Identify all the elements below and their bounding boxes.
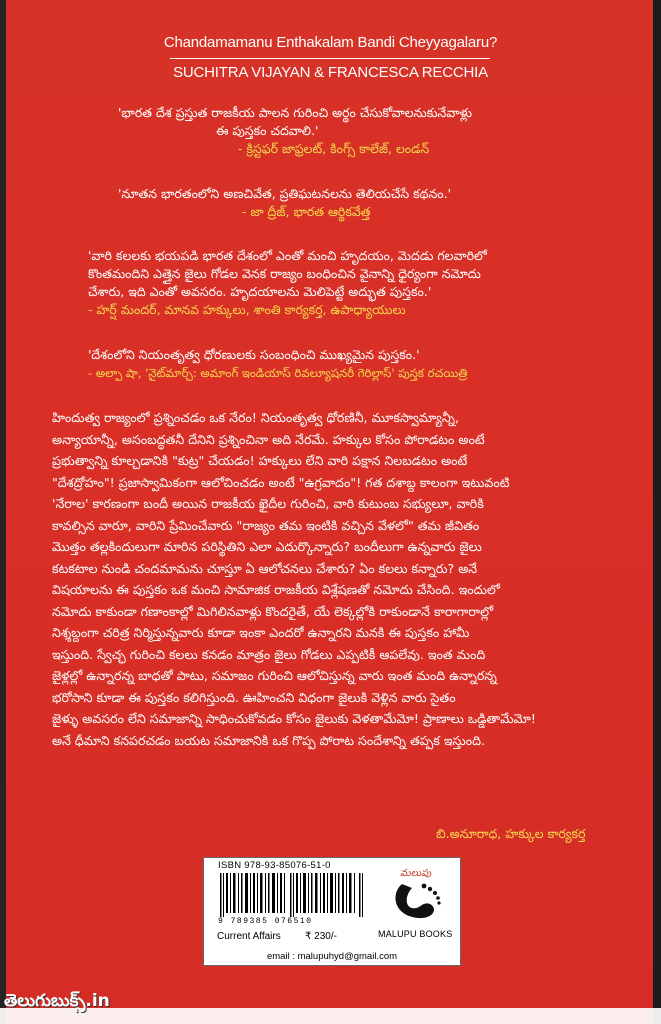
site-watermark: తెలుగుబుక్స్.in: [4, 991, 110, 1011]
book-authors: SUCHITRA VIJAYAN & FRANCESCA RECCHIA: [173, 64, 488, 81]
quote-2: [118, 185, 588, 221]
body-paragraph: [52, 407, 612, 751]
body-line: అనే ధీమాని కనపరచడం బయట సమాజానికి ఒక గొప్ప పోరాట సందేశాన్ని తప్పక ఇస్తుంది.: [52, 732, 486, 748]
publisher-email: email : malupuhyd@gmail.com: [203, 949, 461, 966]
quote-2-line-1: 'నూతన భారతంలోని అణచివేత, ప్రతిఘటనలను తెలియచేసే కథనం.': [118, 186, 451, 201]
quote-1-line-2: ఈ పుస్తకం చదవాలి.': [216, 123, 319, 138]
title-divider: [170, 58, 490, 59]
quote-1-attribution: - క్రిస్టఫర్ జాఫ్రలట్, కింగ్స్ కాలేజ్, లండన్: [238, 141, 430, 156]
body-line: ఇస్తుంది. స్వేచ్ఛ గురించి కలలు కనడం మాత్రం జైలు గోడలు ఎప్పటికీ ఆపలేవు. ఇంత మంది: [52, 646, 486, 662]
barcode-number: 9 789385 076510: [218, 917, 313, 926]
quote-3-line-3: చేశారు, ఇది ఎంతో అవసరం. హృదయాలను మెలిపెట్టే అద్భుత పుస్తకం.': [88, 284, 432, 299]
body-line: ప్రభుత్వాన్ని కూల్చడానికి "కుట్ర" చేయడం! హక్కులు లేని వారి పక్షాన నిలబడటం అంటే: [52, 453, 468, 468]
body-line: నిశ్శబ్దంగా చరిత్ర నిర్మిస్తున్నవారు కూడా ఇంకా ఎందరో ఉన్నారని మనకి ఈ పుస్తకం హామీ: [52, 625, 470, 640]
quote-1-line-1: 'భారత దేశ ప్రస్తుత రాజకీయ పాలన గురించి అర్థం చేసుకోవాలనుకునేవాళ్లు: [118, 105, 473, 120]
quote-2-attribution: - జా ద్రీజ్, భారత ఆర్థికవేత్త: [242, 204, 371, 219]
body-line: హిందుత్వ రాజ్యంలో ప్రశ్నించడం ఒక నేరం! నియంతృత్వ ధోరణినీ, మూకస్వామ్యాన్నీ,: [52, 410, 459, 425]
book-title: Chandamamanu Enthakalam Bandi Cheyyagalaru?: [163, 34, 498, 51]
quote-3: [88, 247, 618, 319]
svg-text:మలుపు: మలుపు: [400, 868, 432, 879]
body-line: "దేశద్రోహం"! ప్రజాస్వామికంగా ఆలోచించడం అంటే "ఉగ్రవాదం"! గత దశాబ్ద కాలంగా ఇటువంటి: [52, 474, 510, 490]
body-line: నమోదు కాకుండా గణాంకాల్లో మిగిలినవాళ్లు కొందరైతే, యే లెక్కల్లోకి రాకుండానే కారాగారాల్లో: [52, 603, 494, 619]
publisher-logo-icon: [382, 864, 452, 924]
body-line: భరోసాని కూడా ఈ పుస్తకం కలిగిస్తుంది. ఊహించని విధంగా జైలుకి వెళ్లిన వారు సైతం: [52, 689, 456, 705]
barcode-icon: [218, 873, 368, 917]
body-line: కటకటాల నుండి చందమామను చూస్తూ ఏ ఆలోచనలు చేశారు? ఏం కలలు కన్నారు? అనే: [52, 560, 478, 576]
body-line: మొత్తం తల్లకిందులుగా మారిన పరిస్థితిని ఎలా ఎదుర్కొన్నారు? బందీలుగా ఉన్నవారు జైలు: [52, 539, 482, 554]
quote-4-attribution: - అల్పా షా, 'నైట్‌మార్చ్: అమాంగ్ ఇండియాస్ రివల్యూషనరీ గెరిల్లాస్' పుస్తక రచయిత్రి: [88, 366, 468, 380]
body-line: జైళ్ళు అవసరం లేని సమాజాన్ని సాధించుకోవడం కోసం జైలుకు వెళతామేమో! ప్రాణాలు ఒడ్డితామేమో!: [52, 711, 536, 726]
body-line: అన్యాయాన్నీ, అసంబద్ధతనీ దేనిని ప్రశ్నించినా అది నేరమే. హక్కుల కోసం పోరాడటం అంటే: [52, 431, 485, 447]
quote-4-line-1: 'దేశంలోని నియంతృత్వ ధోరణులకు సంబంధించి ముఖ్యమైన పుస్తకం.': [88, 347, 420, 362]
quote-1: [118, 104, 588, 158]
quote-3-line-2: కొంతమందిని ఎత్తైన జైలు గోడల వెనక రాజ్యం బంధించిన వైనాన్ని ధైర్యంగా నమోదు: [88, 266, 481, 281]
signature: బి.అనూరాధ, హక్కుల కార్యకర్త: [436, 826, 586, 841]
quote-4: [88, 346, 628, 382]
price-label: ₹ 230/-: [305, 931, 337, 942]
quote-3-line-1: 'వారి కలలకు భయపడి భారత దేశంలో ఎంతో మంచి హృదయం, మెదడు గలవారిలో: [88, 248, 487, 263]
publisher-name: MALUPU BOOKS: [378, 929, 453, 939]
body-line: జైళ్లల్లో ఉన్నారన్న బాధతో పాటు, సమాజం గురించి ఆలోచిస్తున్న వారు ఇంత మంది ఉన్నారన్న: [52, 668, 497, 683]
body-line: విషయాలను ఈ పుస్తకం ఒక మంచి సామాజిక రాజకీయ విశ్లేషణతో నమోదు చేసింది. ఇందులో: [52, 582, 500, 597]
quote-3-attribution: - హర్ష్ మందర్, మానవ హక్కులు, శాంతి కార్యకర్త, ఉపాధ్యాయులు: [88, 302, 406, 317]
category-label: Current Affairs: [217, 931, 281, 942]
body-line: కావల్సిన వారూ, వారిని ప్రేమించేవారు "రాజ్యం తమ ఇంటికి వచ్చిన వేళలో" తమ జీవితం: [52, 517, 480, 533]
isbn-label: ISBN 978-93-85076-51-0: [218, 860, 331, 871]
body-line: 'నేరాల' కారణంగా బందీ అయిన రాజకీయ ఖైదీల గురించి, వారి కుటుంబ సభ్యులూ, వారికి: [52, 496, 484, 511]
